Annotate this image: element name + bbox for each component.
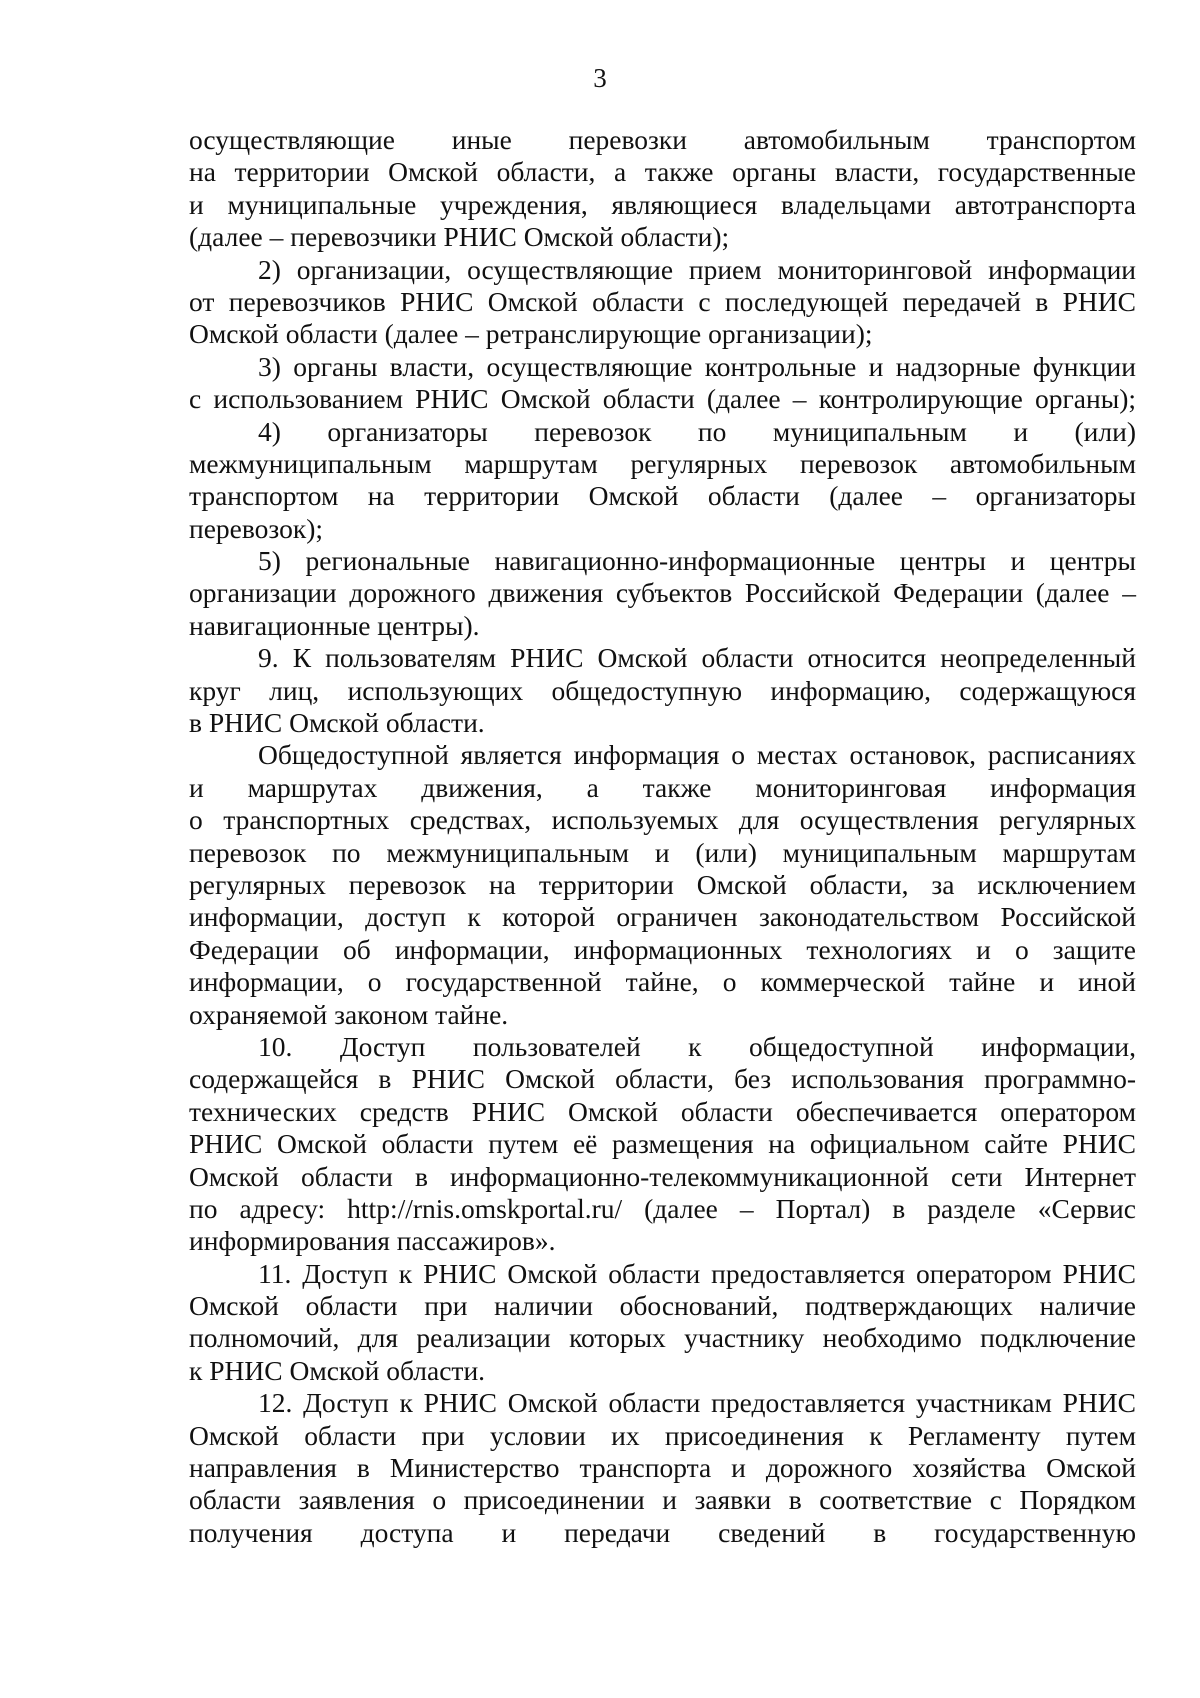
text-line: в РНИС Омской области.	[189, 707, 485, 739]
text-line: 4) организаторы перевозок по муниципальным и (или)	[258, 415, 1136, 447]
text-line: межмуниципальным маршрутам регулярных перевозок автомобильным	[189, 447, 1136, 479]
text-line: навигационные центры).	[189, 609, 480, 641]
text-line: организации дорожного движения субъектов Российской Федерации (далее –	[189, 577, 1136, 609]
text-line: 2) организации, осуществляющие прием мониторинговой информации	[258, 253, 1136, 285]
text-line: от перевозчиков РНИС Омской области с последующей передачей в РНИС	[189, 285, 1136, 317]
page-number: 3	[593, 63, 607, 93]
text-line: и муниципальные учреждения, являющиеся владельцами автотранспорта	[189, 188, 1136, 220]
text-line: (далее – перевозчики РНИС Омской области);	[189, 221, 730, 253]
text-line: и маршрутах движения, а также мониторинговая информация	[189, 771, 1136, 803]
text-line: содержащейся в РНИС Омской области, без использования программно-	[189, 1063, 1136, 1095]
text-line: информации, доступ к которой ограничен законодательством Российской	[189, 901, 1136, 933]
text-line: круг лиц, использующих общедоступную информацию, содержащуюся	[189, 674, 1136, 706]
text-line: по адресу: http://rnis.omskportal.ru/ (далее – Портал) в разделе «Сервис	[189, 1192, 1136, 1224]
text-line: о транспортных средствах, используемых для осуществления регулярных	[189, 804, 1136, 836]
text-line: перевозок по межмуниципальным и (или) муниципальным маршрутам	[189, 836, 1136, 868]
text-line: РНИС Омской области путем её размещения на официальном сайте РНИС	[189, 1128, 1136, 1160]
text-line: охраняемой законом тайне.	[189, 998, 509, 1030]
text-line: на территории Омской области, а также органы власти, государственные	[189, 156, 1136, 188]
text-line: 3) органы власти, осуществляющие контрольные и надзорные функции	[258, 350, 1136, 382]
text-line: регулярных перевозок на территории Омской области, за исключением	[189, 868, 1136, 900]
text-line: Омской области при наличии обоснований, подтверждающих наличие	[189, 1290, 1136, 1322]
text-line: технических средств РНИС Омской области обеспечивается оператором	[189, 1095, 1136, 1127]
text-line: Омской области (далее – ретранслирующие организации);	[189, 318, 873, 350]
text-line: перевозок);	[189, 512, 324, 544]
text-line: полномочий, для реализации которых участнику необходимо подключение	[189, 1322, 1136, 1354]
text-line: транспортом на территории Омской области (далее – организаторы	[189, 480, 1136, 512]
text-line: с использованием РНИС Омской области (далее – контролирующие органы);	[189, 383, 1136, 415]
text-line: 10. Доступ пользователей к общедоступной информации,	[258, 1030, 1136, 1062]
text-line: осуществляющие иные перевозки автомобильным транспортом	[189, 124, 1136, 155]
document-body	[189, 124, 1136, 1549]
text-line: Общедоступной является информация о местах остановок, расписаниях	[258, 739, 1136, 771]
text-line: 12. Доступ к РНИС Омской области предоставляется участникам РНИС	[258, 1387, 1136, 1419]
text-line: 5) региональные навигационно-информационные центры и центры	[258, 545, 1136, 577]
text-line: Омской области в информационно-телекоммуникационной сети Интернет	[189, 1160, 1136, 1192]
text-line: получения доступа и передачи сведений в государственную	[189, 1516, 1136, 1548]
text-line: Федерации об информации, информационных технологиях и о защите	[189, 933, 1136, 965]
text-line: информирования пассажиров».	[189, 1225, 556, 1257]
text-line: области заявления о присоединении и заявки в соответствие с Порядком	[189, 1484, 1136, 1516]
text-line: Омской области при условии их присоединения к Регламенту путем	[189, 1419, 1136, 1451]
text-line: 9. К пользователям РНИС Омской области относится неопределенный	[258, 642, 1136, 674]
text-line: 11. Доступ к РНИС Омской области предоставляется оператором РНИС	[258, 1257, 1136, 1289]
text-line: информации, о государственной тайне, о коммерческой тайне и иной	[189, 966, 1136, 998]
text-line: к РНИС Омской области.	[189, 1354, 486, 1386]
text-line: направления в Министерство транспорта и дорожного хозяйства Омской	[189, 1452, 1136, 1484]
